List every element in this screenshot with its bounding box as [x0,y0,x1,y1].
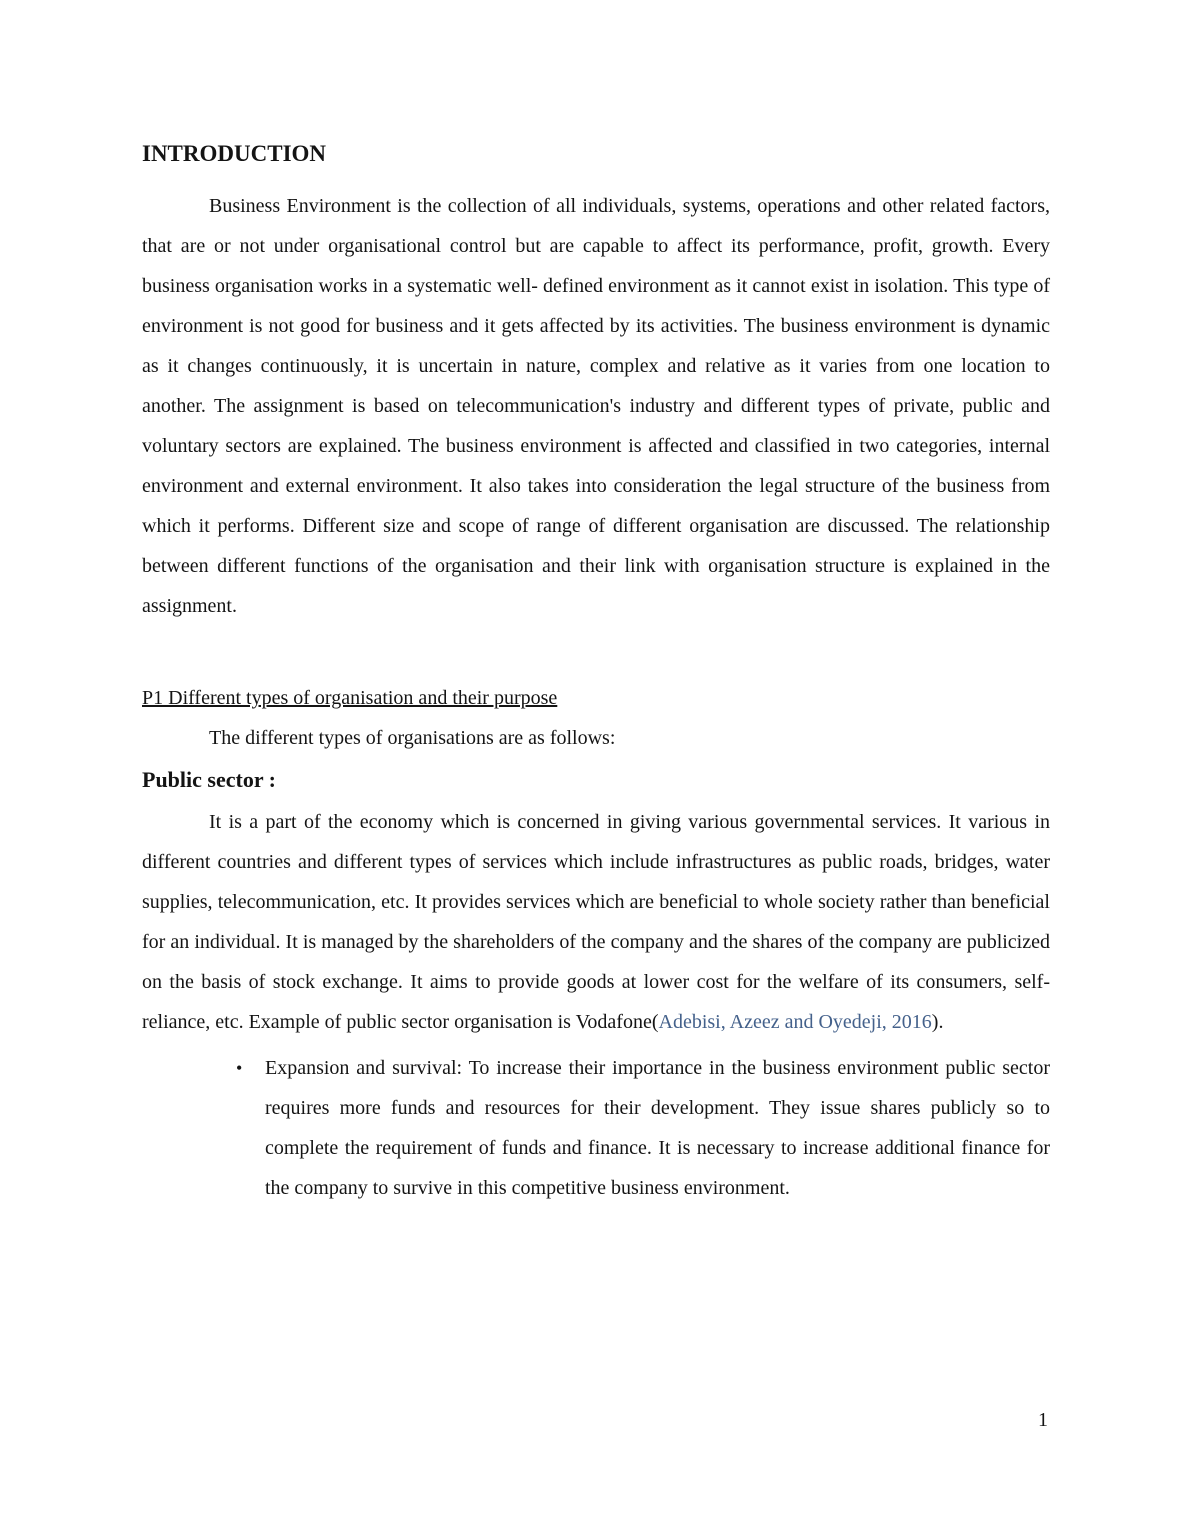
p1-lead-sentence: The different types of organisations are as follows: [209,727,616,749]
public-sector-text: It is a part of the economy which is concerned in giving various governmental services. It various in different countries and different types of services which include infrastructures as public roads, bridges, water supplies, telecommunication, etc. It provides services which are beneficial to whole society rather than beneficial for an individual. It is managed by the shareholders of the company and the shares of the company are publicized on the basis of stock exchange. It aims to provide goods at lower cost for the welfare of its consumers, self- reliance, etc. Example of public sector organisation is Vodafone( [142,811,1050,1033]
public-sector-paragraph [142,802,1050,1042]
p1-heading: P1 Different types of organisation and their purpose [142,687,558,709]
list-item: • Expansion and survival: To increase their importance in the business environment public sector requires more funds and resources for their development. They issue shares publicly so to complete the requirement of funds and finance. It is necessary to increase additional finance for the company to survive in this competitive business environment. [142,1048,1050,1208]
citation-text: Adebisi, Azeez and Oyedeji, 2016 [658,1011,932,1033]
page-number: 1 [1038,1409,1048,1431]
public-sector-text-end: ). [931,1011,944,1033]
intro-paragraph: Business Environment is the collection of all individuals, systems, operations and other related factors, that are or not under organisational control but are capable to affect its performance, profit, growth. Every business organisation works in a systematic well- defined environment as it cannot exist in isolation. This type of environment is not good for business and it gets affected by its activities. The business environment is dynamic as it changes continuously, it is uncertain in nature, complex and relative as it varies from one location to another. The assignment is based on telecommunication's industry and different types of private, public and voluntary sectors are explained. The business environment is affected and classified in two categories, internal environment and external environment. It also takes into consideration the legal structure of the business from which it performs. Different size and scope of range of different organisation are discussed. The relationship between different functions of the organisation and their link with organisation structure is explained in the assignment. [142,195,1050,617]
intro-heading: INTRODUCTION [142,141,327,166]
public-sector-heading: Public sector : [142,767,277,792]
bullet-list [142,1048,1050,1208]
